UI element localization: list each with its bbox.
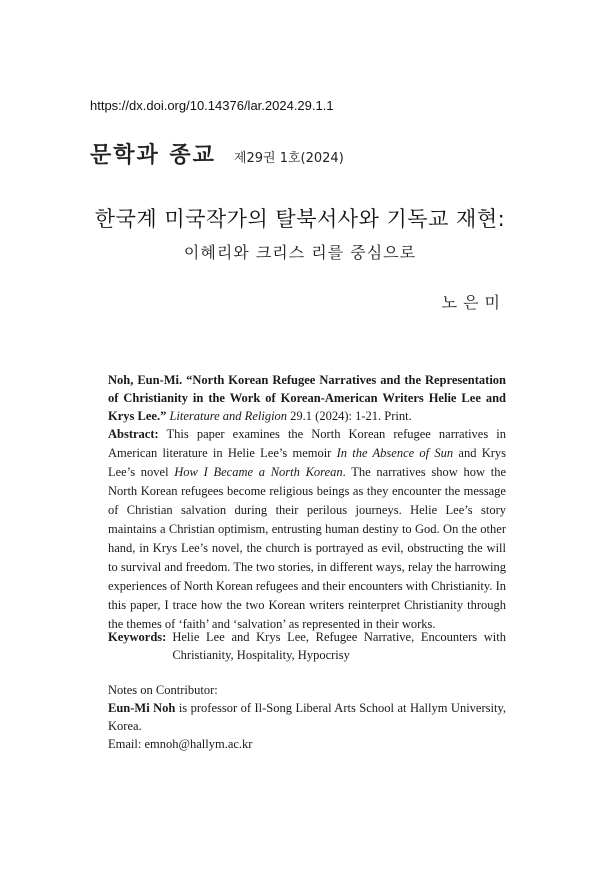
citation-block <box>108 371 506 425</box>
citation-article-title: “North Korean Refugee Narratives and the Representation of Christianity in the Work of Korean-American Writers Helie Lee and Krys Lee.” <box>108 373 507 423</box>
abstract-text-3: . The narratives show how the North Korean refugees become religious beings as they encounter the message of Christian salvation during their perilous journeys. Helie Lee’s story maintains a Christian optimism, entrusting human destiny to God. On the other hand, in Krys Lee’s novel, the church is portrayed as evil, obstructing the will to survival and freedom. The two stories, in different ways, relay the harrowing experiences of North Korean refugees and their encounters with Christianity. In this paper, I trace how the two Korean writers reinterpret Christianity through the themes of ‘faith’ and ‘salvation’ as represented in their works. <box>108 465 507 631</box>
email-label: Email: <box>108 737 142 751</box>
issue-info: 제29권 1호(2024) <box>233 151 344 166</box>
keywords-block <box>108 628 506 664</box>
abstract-text-2: and Krys Lee’s novel <box>108 446 506 479</box>
abstract-text-1: This paper examines the North Korean refugee narratives in American literature in Helie Lee’s memoir <box>108 427 506 460</box>
abstract-book-title-2: How I Became a North Korean <box>174 465 343 479</box>
article-title-korean: 한국계 미국작가의 탈북서사와 기독교 재현: <box>94 207 506 231</box>
email-address[interactable]: emnoh@hallym.ac.kr <box>144 737 253 751</box>
doi-link[interactable]: https://dx.doi.org/10.14376/lar.2024.29.1.1 <box>90 98 334 113</box>
citation-details: 29.1 (2024): 1-21. Print. <box>287 409 412 423</box>
contributor-name: Eun-Mi Noh <box>108 701 176 715</box>
journal-logo: 문학과 종교 <box>90 143 216 168</box>
contributor-bio-text: is professor of Il-Song Liberal Arts School at Hallym University, Korea. <box>108 701 507 733</box>
journal-header <box>90 138 344 169</box>
contributor-bio <box>108 699 506 735</box>
author-name-korean: 노은미 <box>441 293 506 312</box>
contributor-email-line <box>108 735 506 753</box>
keywords-label: Keywords: <box>108 630 167 644</box>
citation-author: Noh, Eun-Mi. <box>108 373 183 387</box>
keywords-value: Helie Lee and Krys Lee, Refugee Narrative, Encounters with Christianity, Hospitality, Hypocrisy <box>172 630 506 662</box>
article-subtitle-korean: 이혜리와 크리스 리를 중심으로 <box>183 243 417 262</box>
notes-heading: Notes on Contributor: <box>108 683 218 697</box>
citation-journal-name: Literature and Religion <box>169 409 288 423</box>
contributor-notes <box>108 681 506 753</box>
abstract-book-title-1: In the Absence of Sun <box>336 446 454 460</box>
abstract-block <box>108 425 506 634</box>
abstract-label: Abstract: <box>108 427 159 441</box>
